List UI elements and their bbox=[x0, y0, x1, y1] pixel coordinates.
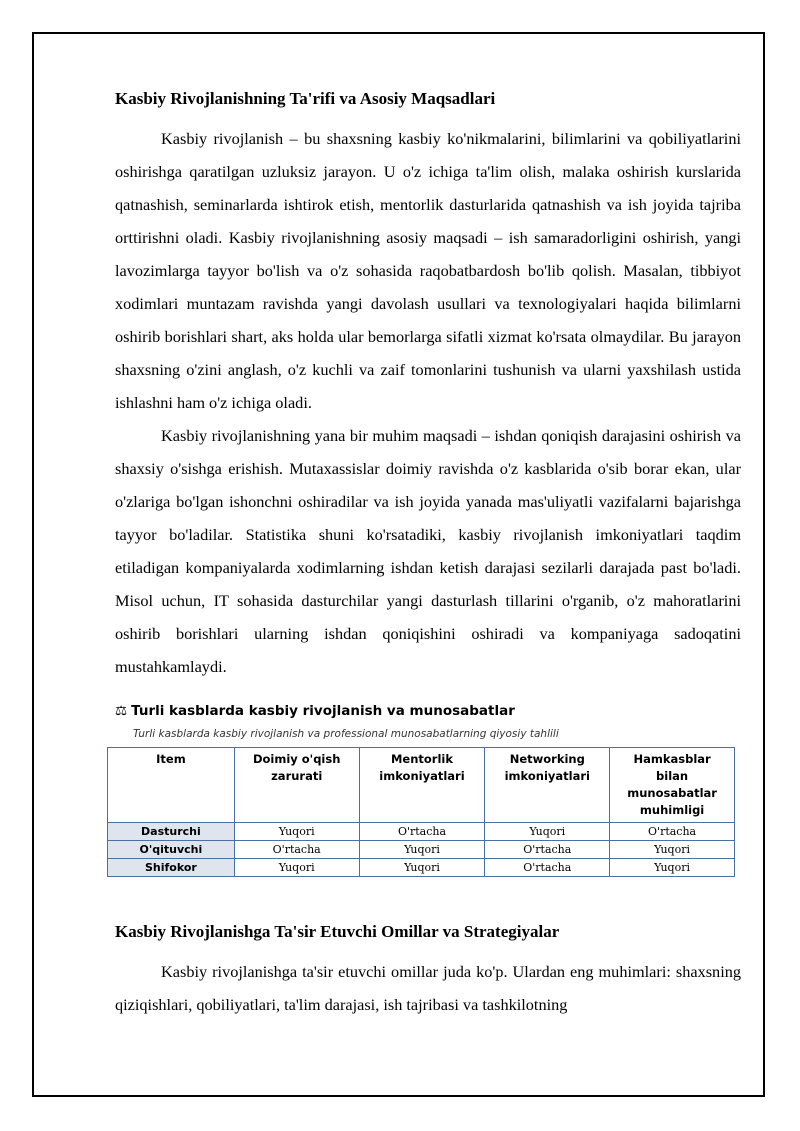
table-row bbox=[108, 841, 735, 859]
column-header: Mentorlik imkoniyatlari bbox=[359, 748, 485, 823]
row-header: O'qituvchi bbox=[108, 841, 235, 859]
table-cell: O'rtacha bbox=[485, 841, 610, 859]
paragraph: Kasbiy rivojlanishga ta'sir etuvchi omillar juda ko'p. Ulardan eng muhimlari: shaxsning qiziqishlari, qobiliyatlari, ta'lim darajasi, ish tajribasi va tashkilotning bbox=[115, 962, 741, 1014]
table-cell: Yuqori bbox=[610, 841, 735, 859]
table-header-row bbox=[108, 748, 735, 823]
table-cell: O'rtacha bbox=[234, 841, 359, 859]
row-header: Dasturchi bbox=[108, 823, 235, 841]
table-cell: O'rtacha bbox=[610, 823, 735, 841]
paragraph: Kasbiy rivojlanish – bu shaxsning kasbiy ko'nikmalarini, bilimlarini va qobiliyatlarini oshirishga qaratilgan uzluksiz jarayon. U o'z ichiga ta'lim olish, malaka oshirish kurslarida qatnashish, seminarlarda ishtirok etish, mentorlik dasturlarida qatnashish va ish joyida tajriba orttirishni oladi. Kasbiy rivojlanishning asosiy maqsadi – ish samaradorligini oshirish, yangi lavozimlarga tayyor bo'lish va o'z sohasida raqobatbardosh bo'lib qolish. Masalan, tibbiyot xodimlari muntazam ravishda yangi davolash usullari va texnologiyalari haqida bilimlarni oshirib borishlari shart, aks holda ular bemorlarga sifatli xizmat ko'rsata olmaydilar. Bu jarayon shaxsning o'zini anglash, o'z kuchli va zaif tomonlarini tushunish va ularni yaxshilash ustida ishlashni ham o'z ichiga oladi. bbox=[115, 129, 741, 412]
table-cell: O'rtacha bbox=[359, 823, 485, 841]
table-cell: Yuqori bbox=[359, 841, 485, 859]
comparison-table bbox=[107, 747, 735, 877]
row-header: Shifokor bbox=[108, 859, 235, 877]
table-cell: Yuqori bbox=[234, 859, 359, 877]
table-cell: Yuqori bbox=[485, 823, 610, 841]
column-header: Item bbox=[108, 748, 235, 823]
table-caption-text: Turli kasblarda kasbiy rivojlanish va munosabatlar bbox=[131, 703, 515, 719]
paragraph: Kasbiy rivojlanishning yana bir muhim maqsadi – ishdan qoniqish darajasini oshirish va shaxsiy o'sishga erishish. Mutaxassislar doimiy ravishda o'z kasblarida o'sib borar ekan, ular o'zlariga bo'lgan ishonchni oshiradilar va ish joyida yanada mas'uliyatli vazifalarni bajarishga tayyor bo'ladilar. Statistika shuni ko'rsatadiki, kasbiy rivojlanish imkoniyatlari taqdim etiladigan kompaniyalarda xodimlarning ishdan ketish darajasi sezilarli darajada past bo'ladi. Misol uchun, IT sohasida dasturchilar yangi dasturlash tillarini o'rganib, o'z mahoratlarini oshirib borishlari ularning ishdan qoniqishini oshiradi va kompaniyaga sadoqatini mustahkamlaydi. bbox=[115, 426, 741, 676]
column-header: Hamkasblar bilan munosabatlar muhimligi bbox=[610, 748, 735, 823]
column-header: Networking imkoniyatlari bbox=[485, 748, 610, 823]
section-heading: Kasbiy Rivojlanishga Ta'sir Etuvchi Omillar va Strategiyalar bbox=[115, 922, 560, 941]
table-section bbox=[115, 701, 741, 877]
column-header: Doimiy o'qish zarurati bbox=[234, 748, 359, 823]
table-row bbox=[108, 859, 735, 877]
table-cell: Yuqori bbox=[610, 859, 735, 877]
scales-icon: ⚖ bbox=[115, 703, 128, 719]
table-cell: Yuqori bbox=[234, 823, 359, 841]
table-cell: Yuqori bbox=[359, 859, 485, 877]
table-subcaption: Turli kasblarda kasbiy rivojlanish va professional munosabatlarning qiyosiy tahlili bbox=[133, 728, 559, 740]
document-body bbox=[115, 84, 741, 1021]
table-row bbox=[108, 823, 735, 841]
table-caption bbox=[115, 701, 741, 721]
section-heading: Kasbiy Rivojlanishning Ta'rifi va Asosiy Maqsadlari bbox=[115, 89, 496, 108]
table-cell: O'rtacha bbox=[485, 859, 610, 877]
